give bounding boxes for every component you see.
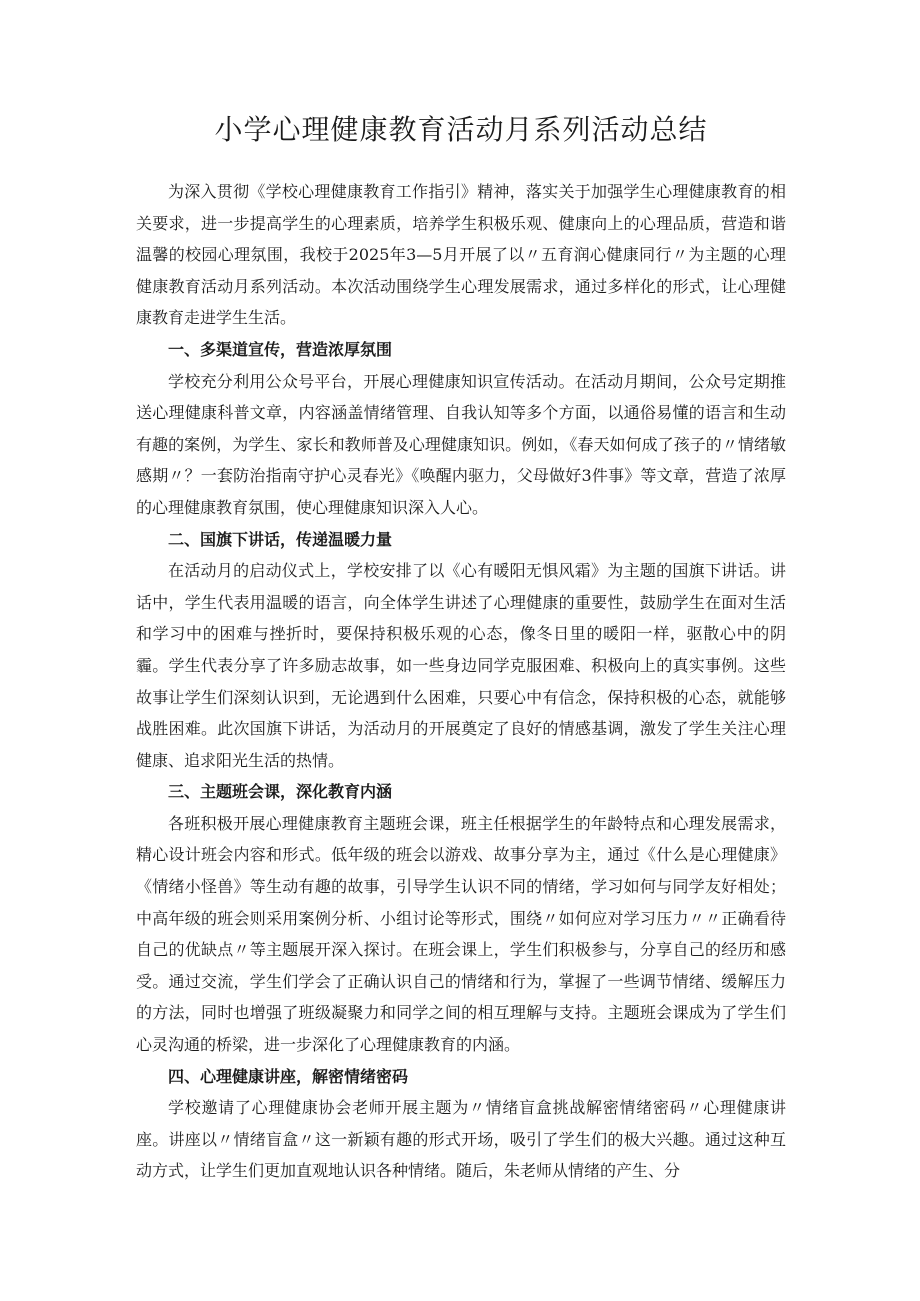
document-body xyxy=(136,176,786,1187)
intro-paragraph: 为深入贯彻《学校心理健康教育工作指引》精神，落实关于加强学生心理健康教育的相关要求，进一步提高学生的心理素质，培养学生积极乐观、健康向上的心理品质，营造和谐温馨的校园心理氛围，我校于2025年3—5月开展了以〃五育润心健康同行〃为主题的心理健康教育活动月系列活动。本次活动围绕学生心理发展需求，通过多样化的形式，让心理健康教育走进学生生活。 xyxy=(136,182,786,328)
section-heading-3: 三、主题班会课，深化教育内涵 xyxy=(168,782,393,802)
section-heading-2: 二、国旗下讲话，传递温暖力量 xyxy=(168,529,393,549)
section-paragraph-3: 各班积极开展心理健康教育主题班会课，班主任根据学生的年龄特点和心理发展需求，精心设计班会内容和形式。低年级的班会以游戏、故事分享为主，通过《什么是心理健康》《情绪小怪兽》等生动有趣的故事，引导学生认识不同的情绪，学习如何与同学友好相处；中高年级的班会则采用案例分析、小组讨论等形式，围绕〃如何应对学习压力〃〃正确看待自己的优缺点〃等主题展开深入探讨。在班会课上，学生们积极参与，分享自己的经历和感受。通过交流，学生们学会了正确认识自己的情绪和行为，掌握了一些调节情绪、缓解压力的方法，同时也增强了班级凝聚力和同学之间的相互理解与支持。主题班会课成为了学生们心灵沟通的桥梁，进一步深化了心理健康教育的内涵。 xyxy=(136,813,786,1055)
section-heading-1: 一、多渠道宣传，营造浓厚氛围 xyxy=(168,339,393,359)
document-title: 小学心理健康教育活动月系列活动总结 xyxy=(214,113,708,146)
section-paragraph-2: 在活动月的启动仪式上，学校安排了以《心有暖阳无惧风霜》为主题的国旗下讲话。讲话中，学生代表用温暖的语言，向全体学生讲述了心理健康的重要性，鼓励学生在面对生活和学习中的困难与挫折时，要保持积极乐观的心态，像冬日里的暖阳一样，驱散心中的阴霾。学生代表分享了许多励志故事，如一些身边同学克服困难、积极向上的真实事例。这些故事让学生们深刻认识到，无论遇到什么困难，只要心中有信念，保持积极的心态，就能够战胜困难。此次国旗下讲话，为活动月的开展奠定了良好的情感基调，激发了学生关注心理健康、追求阳光生活的热情。 xyxy=(136,561,786,770)
section-heading-4: 四、心理健康讲座，解密情绪密码 xyxy=(168,1066,409,1086)
section-paragraph-1: 学校充分利用公众号平台，开展心理健康知识宣传活动。在活动月期间，公众号定期推送心理健康科普文章，内容涵盖情绪管理、自我认知等多个方面，以通俗易懂的语言和生动有趣的案例，为学生、家长和教师普及心理健康知识。例如，《春天如何成了孩子的〃情绪敏感期〃？一套防治指南守护心灵春光》《唤醒内驱力，父母做好3件事》等文章，营造了浓厚的心理健康教育氛围，使心理健康知识深入人心。 xyxy=(136,371,786,517)
section-paragraph-4: 学校邀请了心理健康协会老师开展主题为〃情绪盲盒挑战解密情绪密码〃心理健康讲座。讲座以〃情绪盲盒〃这一新颖有趣的形式开场，吸引了学生们的极大兴趣。通过这种互动方式，让学生们更加直观地认识各种情绪。随后，朱老师从情绪的产生、分 xyxy=(136,1098,786,1181)
